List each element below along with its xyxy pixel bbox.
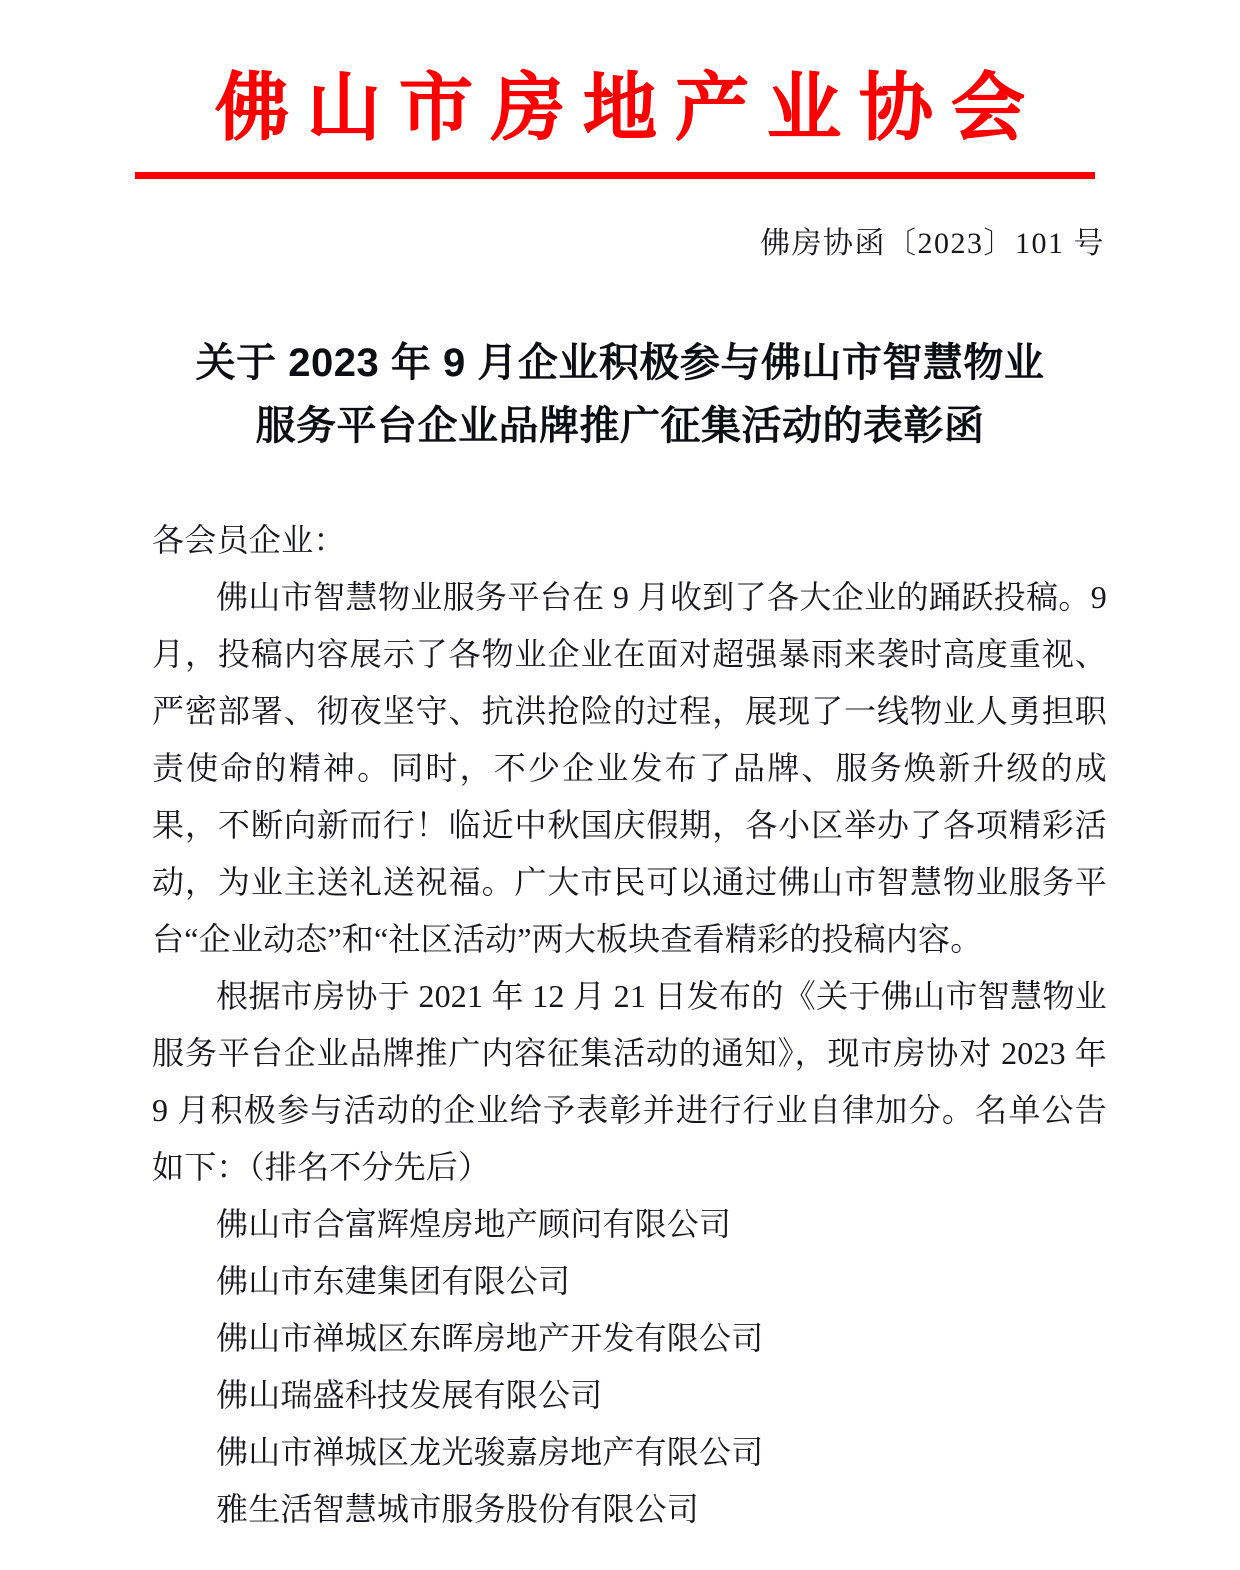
list-item: 雅生活智慧城市服务股份有限公司 <box>216 1491 700 1527</box>
list-item: 佛山市合富辉煌房地产顾问有限公司 <box>216 1206 732 1242</box>
body-paragraph-2: 根据市房协于 2021 年 12 月 21 日发布的《关于佛山市智慧物业服务平台企业品牌推广内容征集活动的通知》，现市房协对 2023 年 9 月积极参与活动的企业给予表彰并进行行业自律加分。名单公告如下：（排名不分先后） <box>152 978 1107 1185</box>
list-item: 佛山市禅城区龙光骏嘉房地产有限公司 <box>216 1434 764 1470</box>
list-item: 佛山瑞盛科技发展有限公司 <box>216 1377 603 1413</box>
document-body <box>152 512 1107 1538</box>
letterhead <box>0 62 1240 154</box>
page-title-line-1: 关于 2023 年 9 月企业积极参与佛山市智慧物业 <box>195 341 1045 385</box>
body-paragraph-1: 佛山市智慧物业服务平台在 9 月收到了各大企业的踊跃投稿。9 月，投稿内容展示了各物业企业在面对超强暴雨来袭时高度重视、严密部署、彻夜坚守、抗洪抢险的过程，展现了一线物业人勇担职责使命的精神。同时，不少企业发布了品牌、服务焕新升级的成果，不断向新而行！临近中秋国庆假期，各小区举办了各项精彩活动，为业主送礼送祝福。广大市民可以通过佛山市智慧物业服务平台“企业动态”和“社区活动”两大板块查看精彩的投稿内容。 <box>152 579 1107 957</box>
list-item: 佛山市东建集团有限公司 <box>216 1263 571 1299</box>
letterhead-organization-name: 佛山市房地产业协会 <box>215 66 1043 149</box>
company-list <box>152 1196 1107 1538</box>
page-title <box>120 332 1120 458</box>
letterhead-red-rule <box>135 172 1095 179</box>
salutation: 各会员企业： <box>152 522 346 558</box>
document-number: 佛房协函〔2023〕101 号 <box>760 227 1105 260</box>
list-item: 佛山市禅城区东晖房地产开发有限公司 <box>216 1320 764 1356</box>
page-title-line-2: 服务平台企业品牌推广征集活动的表彰函 <box>255 404 985 448</box>
